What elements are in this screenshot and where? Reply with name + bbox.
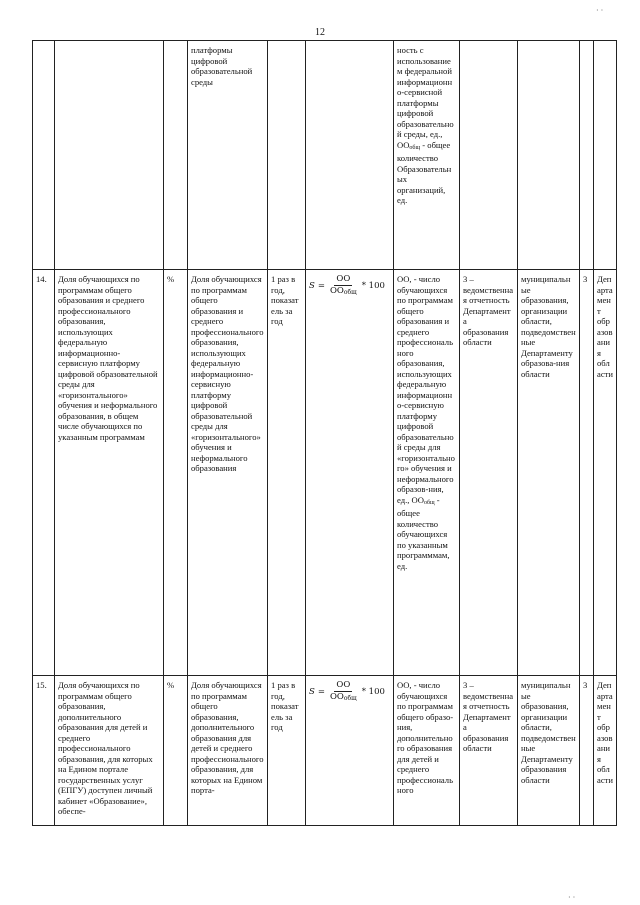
responsible-parties: муниципальные образования, организации области, подведомственные Департаменту образования области xyxy=(518,676,580,826)
periodicity: 1 раз в год, показатель за год xyxy=(268,676,306,826)
indicators-table xyxy=(32,40,617,826)
scan-mark-bottom: · · xyxy=(568,893,576,902)
periodicity xyxy=(268,41,306,270)
data-source: 3 – ведомственная отчетность Департамента образования области xyxy=(460,676,518,826)
indicator-name: Доля обучающихся по программам общего образования и среднего профессионального образования, использующих федеральную информационно-сервисную платформу цифровой образовательной среды для «горизонтального» обучения и неформального образования, в общем числе обучающихся по указанным программам xyxy=(55,270,164,676)
page-number: 12 xyxy=(315,27,325,38)
calculation-formula xyxy=(306,41,394,270)
row-number xyxy=(33,41,55,270)
indicator-definition: платформы цифровой образовательной среды xyxy=(188,41,268,270)
responsible-parties: муниципальные образования, организации области, подведомственные Департаменту образова-ния области xyxy=(518,270,580,676)
data-source xyxy=(460,41,518,270)
indicator-name: Доля обучающихся по программам общего образования, дополнительного образования для детей и среднего профессионального образования, для которых на Едином портале государственных услуг (ЕПГУ) доступен личный кабинет «Образование», обеспе- xyxy=(55,676,164,826)
responsible-parties xyxy=(518,41,580,270)
formula: S = $\frac{ОО}{\text{ООобщ}}$ * 100 xyxy=(309,680,385,702)
row-number: 15. xyxy=(33,676,55,826)
data-source: 3 – ведомственная отчетность Департамента образования области xyxy=(460,270,518,676)
indicator-name xyxy=(55,41,164,270)
formula-components: ОО, - число обучающихся по программам общего образования и среднего профессионального образования, использующих федеральную информационно-сервисную платформу цифровой образовательной среды для «горизонтального» обучения и неформального образов-ния, ед., ООобщ - общее количество обучающихся по указанным программмам, ед. xyxy=(394,270,460,676)
formula-components: ОО, - число обучающихся по программам общего образо-ния, дополнительного образования для детей и среднего профессионального xyxy=(394,676,460,826)
scan-mark-top: · · xyxy=(596,6,604,15)
row-number: 14. xyxy=(33,270,55,676)
formula-components: ность с использованием федеральной информационно-сервисной платформы цифровой образовательной среды, ед., ООобщ - общее количество Образовательных организаций, ед. xyxy=(394,41,460,270)
calculation-formula xyxy=(306,676,394,826)
indicator-definition: Доля обучающихся по программам общего образования и среднего профессионального образования, использующих федеральную информационно-сервисную платформу цифровой образовательной среды для «горизонтального» обучения и неформального образования xyxy=(188,270,268,676)
periodicity: 1 раз в год, показатель за год xyxy=(268,270,306,676)
table-row xyxy=(33,41,617,270)
unit-of-measure: % xyxy=(164,270,188,676)
method-code: 3 xyxy=(580,270,594,676)
unit-of-measure xyxy=(164,41,188,270)
responsible-department: Департамент образования области xyxy=(594,270,617,676)
responsible-department: Департамент образования области xyxy=(594,676,617,826)
method-code: 3 xyxy=(580,676,594,826)
calculation-formula xyxy=(306,270,394,676)
table-row xyxy=(33,676,617,826)
unit-of-measure: % xyxy=(164,676,188,826)
table-row xyxy=(33,270,617,676)
formula: S = $\frac{ОО}{\text{ООобщ}}$ * 100 xyxy=(309,274,385,296)
responsible-department xyxy=(594,41,617,270)
method-code xyxy=(580,41,594,270)
indicator-definition: Доля обучающихся по программам общего образования, дополнительного образования для детей и среднего профессионального образования, для которых на Едином порта- xyxy=(188,676,268,826)
